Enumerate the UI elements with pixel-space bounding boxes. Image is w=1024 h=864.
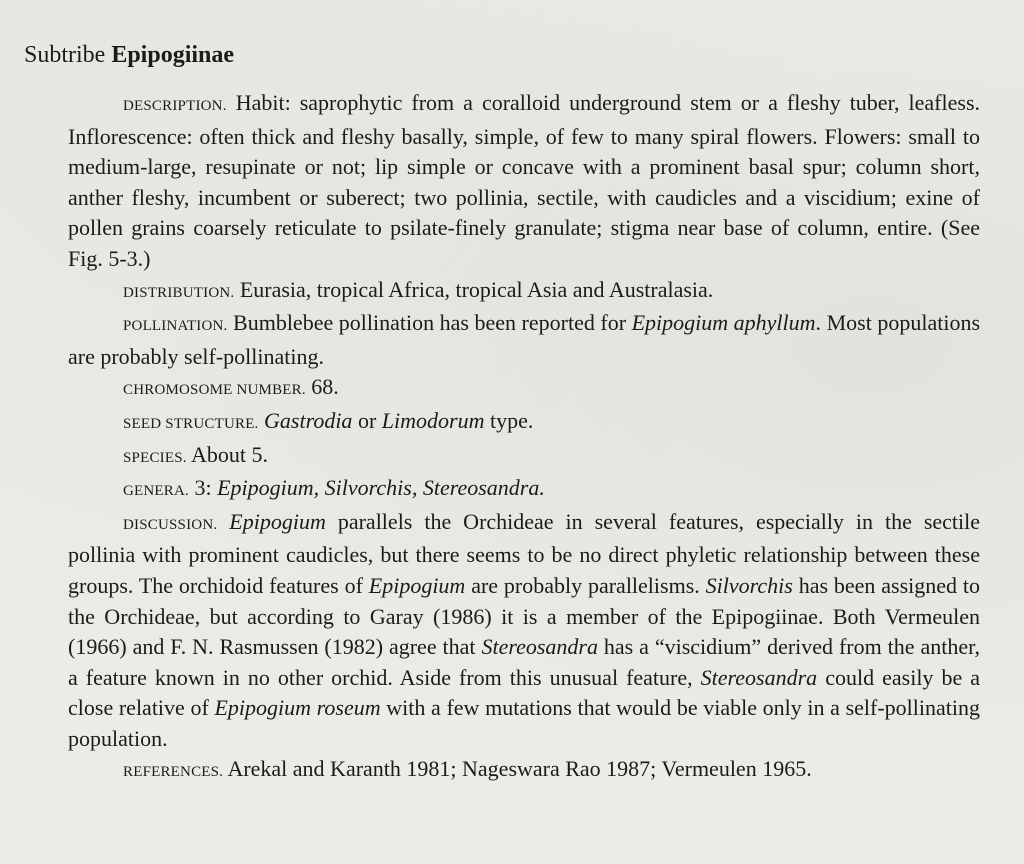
species-paragraph xyxy=(68,440,980,474)
references-label: REFERENCES. xyxy=(123,764,224,781)
heading-prefix: Subtribe xyxy=(24,42,106,68)
distribution-text: Eurasia, tropical Africa, tropical Asia and Australasia. xyxy=(239,276,714,302)
distribution-label: DISTRIBUTION. xyxy=(123,284,235,301)
chromosome-paragraph xyxy=(68,372,980,406)
references-text: Arekal and Karanth 1981; Nageswara Rao 1987; Vermeulen 1965. xyxy=(227,756,812,782)
pollination-text-end: . Most populations are probably self-pollinating. xyxy=(68,310,981,369)
pollination-species: Epipogium aphyllum xyxy=(631,310,816,336)
distribution-paragraph xyxy=(68,275,980,309)
genera-paragraph xyxy=(68,473,980,507)
chromosome-value: 68. xyxy=(311,374,339,400)
species-label: SPECIES. xyxy=(123,449,187,466)
discussion-text: parallels the Orchideae in several features, especially in the sectile pollinia with prominent caudicles, but there seems to be no direct phyletic relationship between these groups. The orchidoid features of xyxy=(68,508,981,598)
seed-structure-label: SEED STRUCTURE. xyxy=(123,415,259,432)
species-value: About 5. xyxy=(191,441,268,467)
pollination-label: POLLINATION. xyxy=(123,318,228,335)
discussion-genus-stereosandra: Stereosandra xyxy=(700,664,818,690)
description-paragraph xyxy=(68,88,980,275)
pollination-paragraph xyxy=(68,308,980,372)
discussion-text: has been assigned to the Orchideae, but according to Garay (1986) it is a member of the Epipogiinae. Both Vermeulen (1966) and F. N. Rasmussen (1982) agree that xyxy=(68,572,980,660)
discussion-genus-stereosandra: Stereosandra xyxy=(481,634,598,660)
section-heading xyxy=(24,40,234,70)
pollination-text: Bumblebee pollination has been reported for xyxy=(233,310,627,336)
discussion-genus-epipogium: Epipogium xyxy=(229,508,326,534)
chromosome-label: CHROMOSOME NUMBER. xyxy=(123,382,306,399)
references-paragraph xyxy=(68,754,980,788)
seed-suffix: type. xyxy=(489,407,534,433)
discussion-paragraph xyxy=(68,507,980,755)
genera-list: Epipogium, Silvorchis, Stereosandra. xyxy=(217,475,545,501)
seed-structure-paragraph xyxy=(68,406,980,440)
discussion-text: has a “viscidium” derived from the anther, a feature known in no other orchid. Aside from this unusual feature, xyxy=(68,634,981,690)
genera-count: 3: xyxy=(194,475,212,501)
discussion-species-epipogium-roseum: Epipogium roseum xyxy=(214,695,381,721)
discussion-label: DISCUSSION. xyxy=(123,516,218,533)
discussion-text: could easily be a close relative of xyxy=(68,664,981,721)
discussion-genus-silvorchis: Silvorchis xyxy=(705,572,793,598)
seed-genus-2: Limodorum xyxy=(381,407,485,433)
discussion-text: with a few mutations that would be viable only in a self-pollinating population. xyxy=(68,695,981,751)
entry-body xyxy=(68,88,980,788)
heading-subtribe-name: Epipogiinae xyxy=(111,42,235,68)
description-label: DESCRIPTION. xyxy=(123,98,227,114)
discussion-text: are probably parallelisms. xyxy=(471,572,700,598)
discussion-genus-epipogium: Epipogium xyxy=(368,572,466,598)
description-text: Habit: saprophytic from a coralloid underground stem or a fleshy tuber, leafless. Inflorescence: often thick and fleshy basally, simple, of few to many spiral flowers. Flowers: small to medium-large, resupinate or not; lip simple or concave with a prominent basal spur; column short, anther fleshy, incumbent or suberect; two pollinia, sectile, with caudicles and a viscidium; exine of pollen grains coarsely reticulate to psilate-finely granulate; stigma near base of column, entire. (See Fig. 5-3.) xyxy=(68,90,981,271)
seed-joiner: or xyxy=(357,407,377,433)
seed-genus-1: Gastrodia xyxy=(264,407,353,433)
genera-label: GENERA. xyxy=(123,483,189,500)
